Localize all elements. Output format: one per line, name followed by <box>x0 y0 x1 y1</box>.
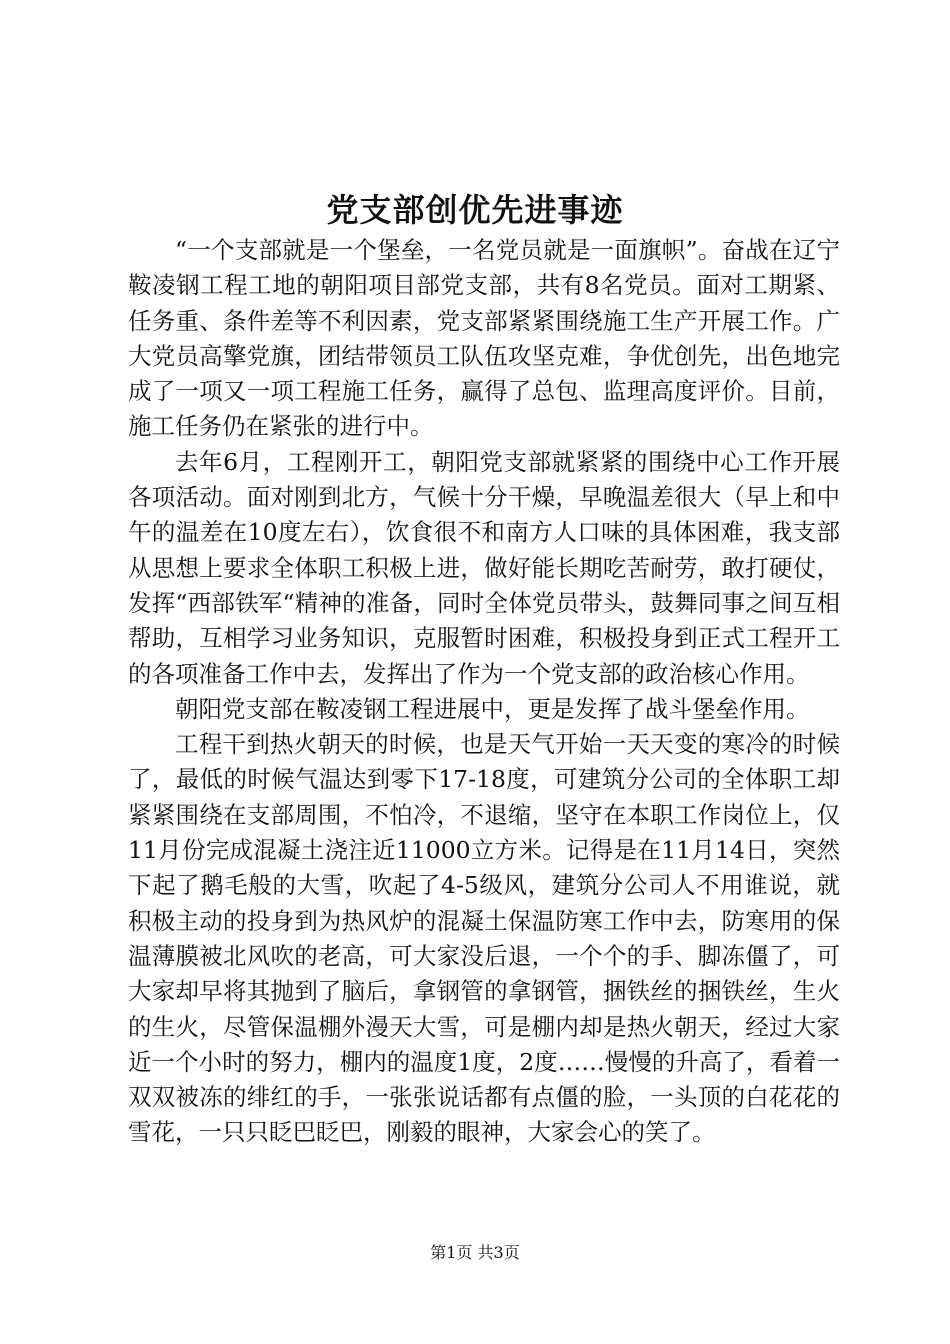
document-body <box>128 233 840 1151</box>
paragraph-june-start: 去年6月，工程刚开工，朝阳党支部就紧紧的围绕中心工作开展各项活动。面对刚到北方，气候十分干燥，早晚温差很大（早上和中午的温差在10度左右），饮食很不和南方人口味的具体困难，我支部从思想上要求全体职工积极上进，做好能长期吃苦耐劳，敢打硬仗，发挥“西部铁军“精神的准备，同时全体党员带头，鼓舞同事之间互相帮助，互相学习业务知识，克服暂时困难，积极投身到正式工程开工的各项准备工作中去，发挥出了作为一个党支部的政治核心作用。 <box>128 447 840 688</box>
page-footer: 第1页 共3页 <box>430 1243 520 1262</box>
paragraph-winter-work: 工程干到热火朝天的时候，也是天气开始一天天变的寒冷的时候了，最低的时候气温达到零下17-18度，可建筑分公司的全体职工却紧紧围绕在支部周围，不怕冷，不退缩，坚守在本职工作岗位上，仅11月份完成混凝土浇注近11000立方米。记得是在11月14日，突然下起了鹅毛般的大雪，吹起了4-5级风，建筑分公司人不用谁说，就积极主动的投身到为热风炉的混凝土保温防寒工作中去，防寒用的保温薄膜被北风吹的老高，可大家没后退，一个个的手、脚冻僵了，可大家却早将其抛到了脑后，拿钢管的拿钢管，捆铁丝的捆铁丝，生火的生火，尽管保温棚外漫天大雪，可是棚内却是热火朝天，经过大家近一个小时的努力，棚内的温度1度，2度……慢慢的升高了，看着一双双被冻的绯红的手，一张张说话都有点僵的脸，一头顶的白花花的雪花，一只只眨巴眨巴，刚毅的眼神，大家会心的笑了。 <box>128 730 840 1147</box>
document-title: 党支部创优先进事迹 <box>326 191 624 229</box>
paragraph-fortress-role: 朝阳党支部在鞍凌钢工程进展中，更是发挥了战斗堡垒作用。 <box>175 694 810 723</box>
paragraph-intro: “一个支部就是一个堡垒，一名党员就是一面旗帜”。奋战在辽宁鞍凌钢工程工地的朝阳项目部党支部，共有8名党员。面对工期紧、任务重、条件差等不利因素，党支部紧紧围绕施工生产开展工作。广大党员高擎党旗，团结带领员工队伍攻坚克难，争优创先，出色地完成了一项又一项工程施工任务，赢得了总包、监理高度评价。目前，施工任务仍在紧张的进行中。 <box>128 236 840 441</box>
